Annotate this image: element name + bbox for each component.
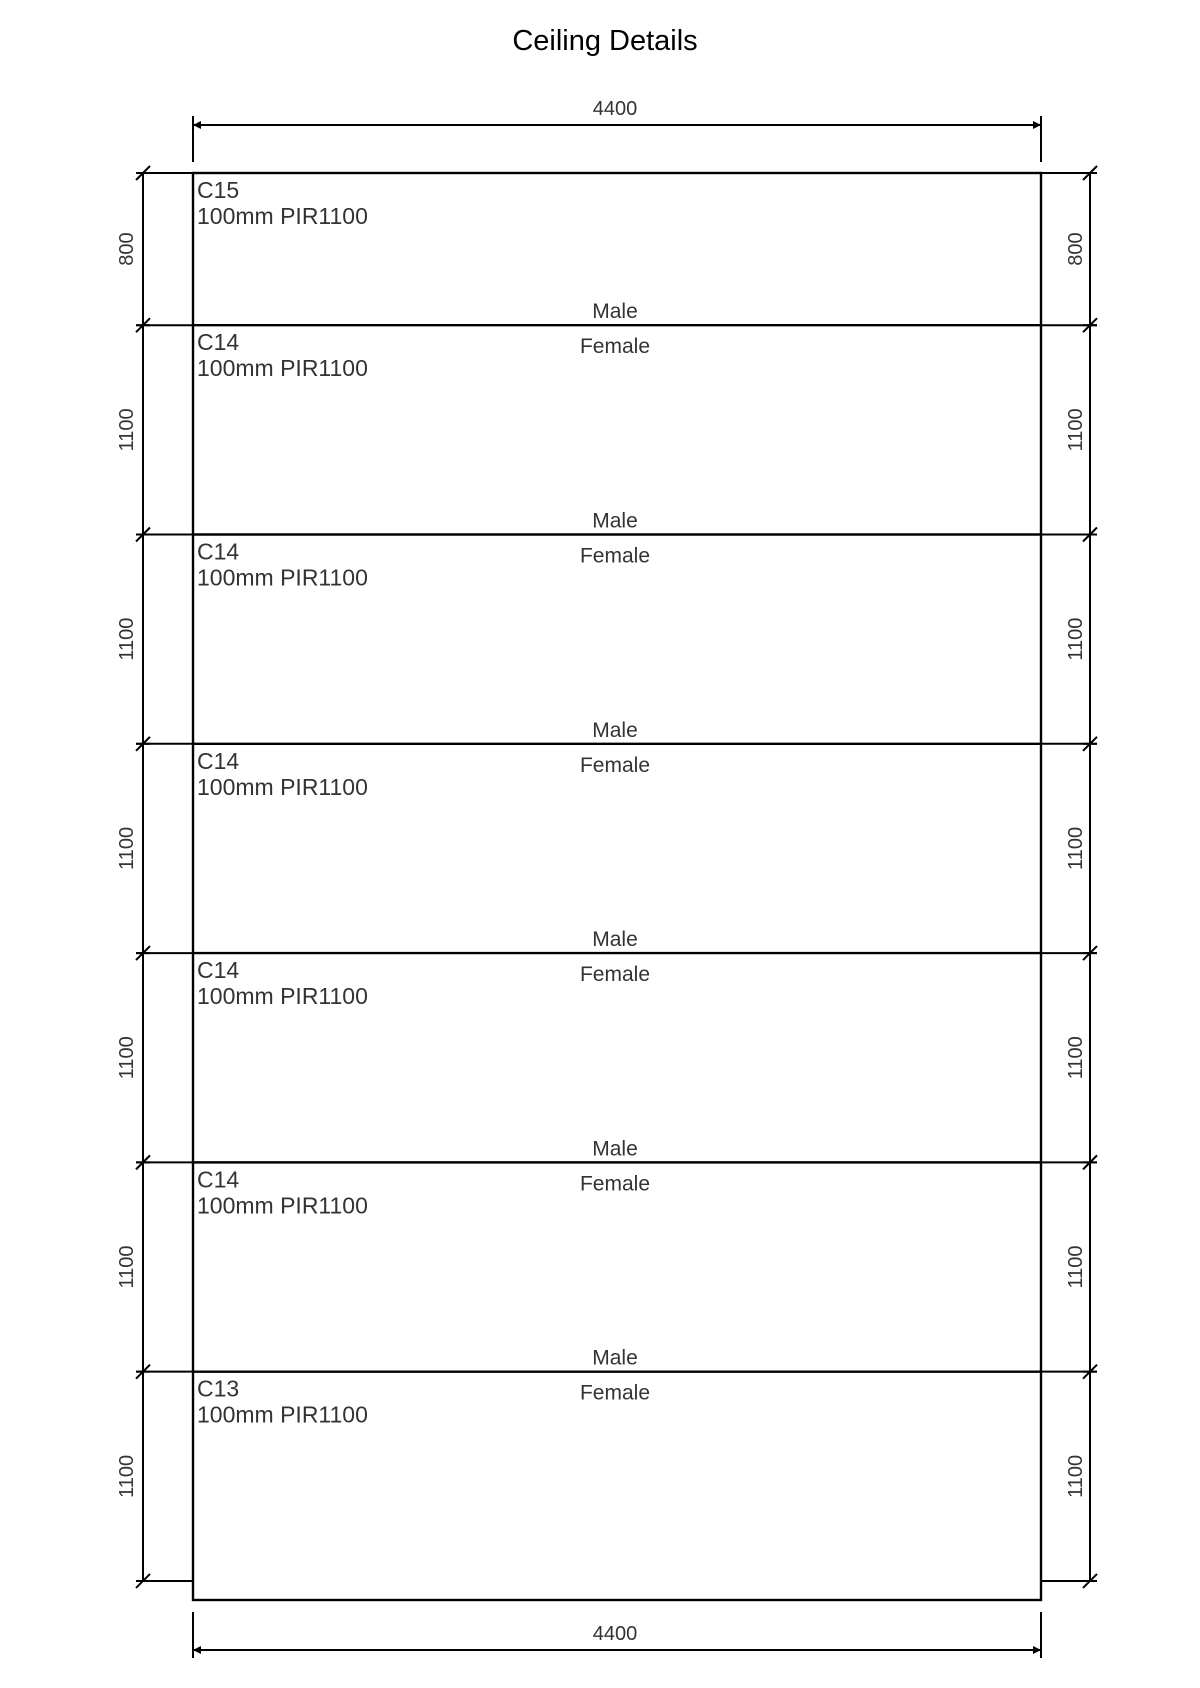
- bottom-width-label: 4400: [592, 1623, 638, 1645]
- ceiling-panel: [193, 1162, 1041, 1369]
- left-dimension: [116, 166, 193, 325]
- right-dimension: [1041, 737, 1097, 953]
- panel-code: C14: [197, 538, 240, 565]
- panel-bottom-edge: Male: [592, 509, 638, 533]
- ceiling-panel: [197, 177, 638, 323]
- panel-code: C14: [197, 1166, 240, 1193]
- ceiling-panel: [193, 325, 1041, 532]
- right-dimension-label: 1100: [1065, 1245, 1087, 1289]
- left-dimension-chain: [116, 166, 193, 1588]
- left-dimension: [116, 946, 193, 1162]
- panel-code: C14: [197, 329, 240, 356]
- right-dimension-label: 800: [1065, 232, 1087, 266]
- right-dimension-label: 1100: [1065, 826, 1087, 870]
- right-dimension-label: 1100: [1065, 1036, 1087, 1080]
- left-dimension-label: 1100: [116, 617, 138, 661]
- left-dimension-label: 1100: [116, 826, 138, 870]
- left-dimension-label: 1100: [116, 1036, 138, 1080]
- panel-code: C15: [197, 177, 240, 203]
- right-dimension-label: 1100: [1065, 617, 1087, 661]
- ceiling-panel: [193, 953, 1041, 1160]
- left-dimension: [116, 1155, 193, 1371]
- panel-bottom-edge: Male: [592, 718, 638, 742]
- ceiling-panel: [193, 535, 1041, 742]
- right-dimension: [1041, 318, 1097, 534]
- left-dimension: [116, 737, 193, 953]
- drawing-title: Ceiling Details: [512, 25, 698, 57]
- panel-code: C13: [197, 1375, 240, 1402]
- right-dimension: [1041, 946, 1097, 1162]
- panel-top-edge: Female: [579, 963, 651, 987]
- right-dimension-label: 1100: [1065, 1454, 1087, 1498]
- panel-bottom-edge: Male: [592, 1346, 638, 1370]
- panel-spec: 100mm PIR1100: [197, 773, 368, 800]
- top-width-dimension: [193, 98, 1041, 162]
- top-width-label: 4400: [592, 98, 638, 120]
- panel-code: C14: [197, 747, 240, 774]
- right-dimension: [1041, 528, 1097, 744]
- panel-top-edge: Female: [579, 544, 651, 568]
- right-dimension-chain: [1041, 166, 1097, 1588]
- right-dimension: [1041, 166, 1097, 325]
- left-dimension-label: 1100: [116, 408, 138, 452]
- ceiling-panel: [193, 1372, 1041, 1428]
- ceiling-panel: [193, 744, 1041, 951]
- panel-top-edge: Female: [579, 753, 651, 777]
- panel-spec: 100mm PIR1100: [197, 983, 368, 1010]
- right-dimension-label: 1100: [1065, 408, 1087, 452]
- panel-bottom-edge: Male: [592, 928, 638, 952]
- panel-spec: 100mm PIR1100: [197, 1401, 368, 1428]
- panel-bottom-edge: Male: [592, 300, 638, 324]
- right-dimension: [1041, 1155, 1097, 1371]
- left-dimension-label: 800: [116, 232, 138, 266]
- left-dimension-label: 1100: [116, 1454, 138, 1498]
- panel-bottom-edge: Male: [592, 1137, 638, 1161]
- panel-top-edge: Female: [579, 1381, 651, 1405]
- panel-top-edge: Female: [579, 335, 651, 359]
- panel-spec: 100mm PIR1100: [197, 203, 368, 229]
- panel-top-edge: Female: [579, 1172, 651, 1196]
- right-dimension: [1041, 1365, 1097, 1581]
- panel-spec: 100mm PIR1100: [197, 1192, 368, 1219]
- left-dimension-label: 1100: [116, 1245, 138, 1289]
- panel-spec: 100mm PIR1100: [197, 564, 368, 591]
- left-dimension: [116, 318, 193, 534]
- panel-group: [193, 177, 1041, 1428]
- panel-spec: 100mm PIR1100: [197, 355, 368, 382]
- panel-code: C14: [197, 957, 240, 984]
- left-dimension: [116, 528, 193, 744]
- bottom-width-dimension: [193, 1612, 1041, 1658]
- left-dimension: [116, 1365, 193, 1581]
